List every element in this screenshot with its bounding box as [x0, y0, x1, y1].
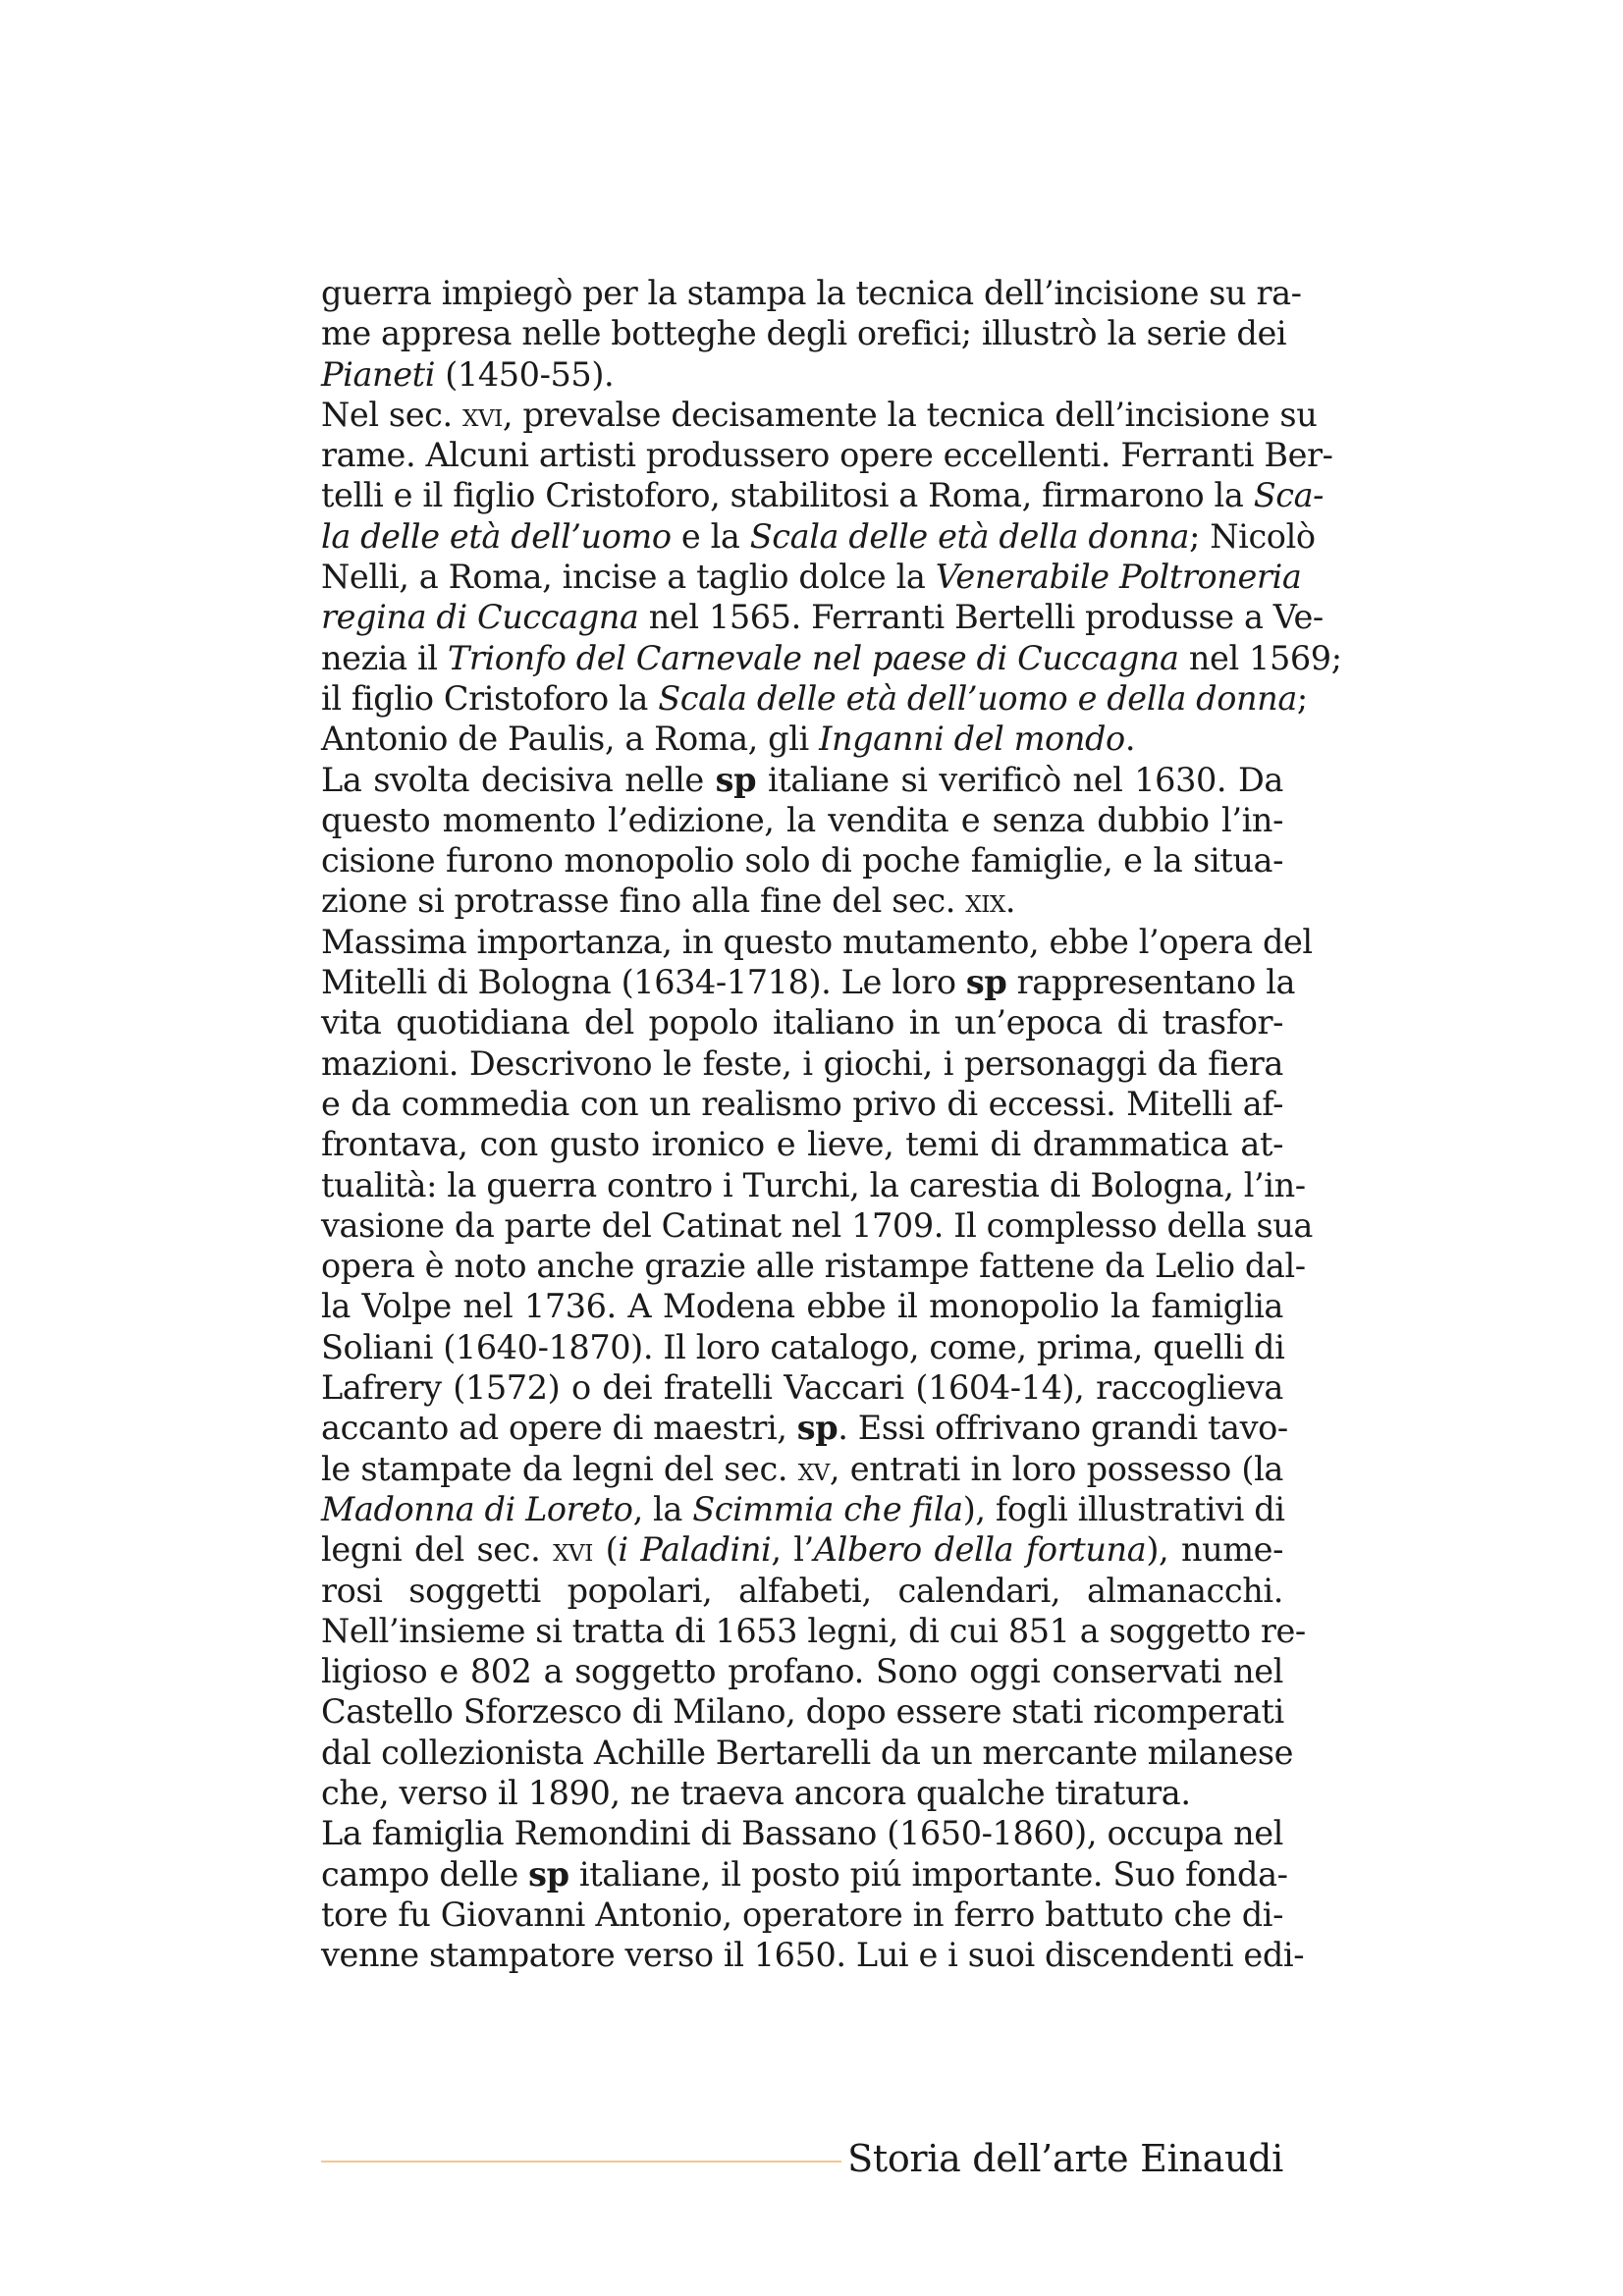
text-line: [321, 1246, 1306, 1286]
text-segment: Lafrery (1572) o dei fratelli Vaccari (1604-14), raccoglieva: [321, 1368, 1283, 1408]
text-segment: .: [1124, 720, 1136, 759]
text-segment: Antonio de Paulis, a Roma, gli: [321, 720, 820, 759]
text-segment: , la: [632, 1489, 693, 1528]
bold-abbreviation: sp: [528, 1854, 569, 1894]
text-segment: , entrati in loro possesso (la: [829, 1449, 1283, 1488]
text-line: [321, 354, 1283, 395]
bold-abbreviation: sp: [715, 760, 757, 799]
text-segment: italiane, il posto piú importante. Suo fonda-: [568, 1854, 1288, 1894]
text-segment: ), fogli illustrativi di: [962, 1489, 1285, 1528]
text-segment: vasione da parte del Catinat nel 1709. Il complesso della sua: [321, 1205, 1313, 1245]
text-segment: La svolta decisiva nelle: [321, 760, 716, 799]
text-segment: che, verso il 1890, ne traeva ancora qualche tiratura.: [321, 1773, 1191, 1812]
text-segment: tore fu Giovanni Antonio, operatore in ferro battuto che di-: [321, 1895, 1283, 1934]
text-line: [321, 840, 1283, 881]
text-line: [321, 1571, 1283, 1611]
text-line: [321, 1813, 1283, 1853]
text-line: [321, 800, 1283, 840]
text-line: [321, 1773, 1283, 1813]
text-segment: il figlio Cristoforo la: [321, 678, 659, 718]
text-line: [321, 1327, 1283, 1367]
text-line: [321, 1367, 1283, 1408]
body-text: [321, 273, 1342, 1975]
text-line: [321, 1733, 1294, 1773]
italic-title: Scala delle età della donna: [749, 516, 1190, 556]
text-segment: Nell’insieme si tratta di 1653 legni, di cui 851 a soggetto re-: [321, 1611, 1306, 1650]
text-segment: ), nume-: [1146, 1530, 1284, 1570]
text-line: [321, 1408, 1288, 1448]
text-segment: . Essi offrivano grandi tavo-: [838, 1409, 1288, 1448]
text-line: [321, 273, 1302, 313]
text-segment: , l’: [771, 1530, 814, 1570]
italic-title: Madonna di Loreto: [321, 1489, 633, 1528]
text-segment: venne stampatore verso il 1650. Lui e i suoi discendenti edi-: [321, 1936, 1305, 1975]
text-line: [321, 1651, 1283, 1691]
text-line: [321, 1611, 1306, 1651]
text-line: [321, 760, 1283, 800]
text-segment: telli e il figlio Cristoforo, stabilitosi a Roma, firmarono la: [321, 476, 1254, 515]
text-segment: .: [1004, 881, 1016, 921]
text-segment: me appresa nelle botteghe degli orefici; illustrò la serie dei: [321, 314, 1287, 353]
text-segment: italiane si verificò nel 1630. Da: [756, 760, 1283, 799]
text-segment: campo delle: [321, 1854, 529, 1894]
text-segment: vita quotidiana del popolo italiano in un’epoca di trasfor-: [321, 1003, 1283, 1042]
text-segment: Soliani (1640-1870). Il loro catalogo, come, prima, quelli di: [321, 1327, 1285, 1366]
text-segment: mazioni. Descrivono le feste, i giochi, i personaggi da fiera: [321, 1043, 1283, 1083]
text-segment: le stampate da legni del sec.: [321, 1449, 798, 1488]
text-segment: xix: [965, 881, 1005, 921]
text-line: [321, 1691, 1283, 1732]
text-line: [321, 557, 1302, 597]
text-line: [321, 638, 1342, 678]
bold-abbreviation: sp: [965, 963, 1007, 1002]
text-line: [321, 962, 1296, 1002]
italic-title: Venerabile Poltroneria: [935, 558, 1302, 597]
text-line: [321, 1286, 1283, 1326]
text-segment: xv: [797, 1449, 830, 1488]
text-line: [321, 1043, 1283, 1084]
text-segment: e la: [671, 516, 750, 556]
footer-rule: [321, 2161, 841, 2163]
text-segment: opera è noto anche grazie alle ristampe fattene da Lelio dal-: [321, 1247, 1306, 1286]
text-line: [321, 1165, 1306, 1205]
italic-title: regina di Cuccagna: [321, 598, 639, 637]
bold-abbreviation: sp: [796, 1409, 839, 1448]
text-line: [321, 1489, 1283, 1529]
text-segment: frontava, con gusto ironico e lieve, temi di drammatica at-: [321, 1125, 1283, 1164]
text-line: [321, 313, 1287, 353]
running-footer-title: Storia dell’arte Einaudi: [847, 2137, 1283, 2180]
text-segment: ligioso e 802 a soggetto profano. Sono oggi conservati nel: [321, 1652, 1283, 1691]
italic-title: Sca-: [1253, 476, 1325, 515]
text-line: [321, 922, 1313, 962]
text-segment: questo momento l’edizione, la vendita e senza dubbio l’in-: [321, 800, 1283, 839]
italic-title: la delle età dell’uomo: [321, 516, 672, 556]
text-line: [321, 475, 1325, 515]
italic-title: Inganni del mondo: [819, 720, 1125, 759]
text-line: [321, 597, 1324, 637]
text-segment: ;: [1296, 678, 1308, 718]
text-line: [321, 881, 1283, 921]
italic-title: i Paladini: [618, 1530, 772, 1570]
text-segment: e da commedia con un realismo privo di eccessi. Mitelli af-: [321, 1084, 1283, 1123]
text-segment: accanto ad opere di maestri,: [321, 1409, 797, 1448]
text-segment: rame. Alcuni artisti produssero opere eccellenti. Ferranti Ber-: [321, 436, 1333, 475]
text-line: [321, 435, 1333, 475]
text-segment: legni del sec.: [321, 1530, 554, 1570]
text-segment: xvi: [461, 395, 503, 434]
text-line: [321, 1124, 1283, 1164]
text-line: [321, 395, 1318, 435]
text-segment: Massima importanza, in questo mutamento, ebbe l’opera del: [321, 922, 1313, 961]
text-line: [321, 516, 1316, 557]
text-line: [321, 678, 1308, 719]
italic-title: Albero della fortuna: [813, 1530, 1147, 1570]
text-segment: xvi: [553, 1530, 593, 1570]
text-segment: nel 1569;: [1178, 638, 1342, 677]
text-segment: , prevalse decisamente la tecnica dell’incisione su: [502, 395, 1318, 434]
text-line: [321, 1854, 1288, 1895]
italic-title: Pianeti: [321, 354, 436, 394]
text-line: [321, 1084, 1283, 1124]
text-line: [321, 1895, 1283, 1935]
text-segment: La famiglia Remondini di Bassano (1650-1860), occupa nel: [321, 1814, 1283, 1853]
text-segment: dal collezionista Achille Bertarelli da un mercante milanese: [321, 1733, 1294, 1772]
text-segment: Mitelli di Bologna (1634-1718). Le loro: [321, 963, 966, 1002]
italic-title: Trionfo del Carnevale nel paese di Cuccagna: [447, 638, 1179, 677]
text-segment: ; Nicolò: [1189, 516, 1316, 556]
text-segment: tualità: la guerra contro i Turchi, la carestia di Bologna, l’in-: [321, 1165, 1306, 1204]
text-segment: zione si protrasse fino alla fine del sec.: [321, 881, 966, 921]
text-line: [321, 1935, 1305, 1975]
text-segment: cisione furono monopolio solo di poche famiglie, e la situa-: [321, 841, 1283, 881]
text-segment: rosi soggetti popolari, alfabeti, calendari, almanacchi.: [321, 1571, 1283, 1610]
text-line: [321, 719, 1283, 759]
text-segment: Nel sec.: [321, 395, 462, 434]
text-line: [321, 1002, 1283, 1042]
italic-title: Scala delle età dell’uomo e della donna: [658, 678, 1297, 718]
text-segment: la Volpe nel 1736. A Modena ebbe il monopolio la famiglia: [321, 1287, 1283, 1326]
italic-title: Scimmia che fila: [692, 1489, 963, 1528]
text-segment: nezia il: [321, 638, 448, 677]
text-segment: (1450-55).: [435, 354, 615, 394]
text-line: [321, 1205, 1313, 1246]
text-segment: nel 1565. Ferranti Bertelli produsse a Ve-: [638, 598, 1324, 637]
text-line: [321, 1529, 1283, 1570]
text-line: [321, 1449, 1283, 1489]
text-segment: rappresentano la: [1006, 963, 1296, 1002]
text-segment: guerra impiegò per la stampa la tecnica dell’incisione su ra-: [321, 274, 1302, 312]
text-segment: Castello Sforzesco di Milano, dopo essere stati ricomperati: [321, 1692, 1284, 1732]
text-segment: Nelli, a Roma, incise a taglio dolce la: [321, 558, 936, 597]
text-segment: (: [592, 1530, 619, 1570]
